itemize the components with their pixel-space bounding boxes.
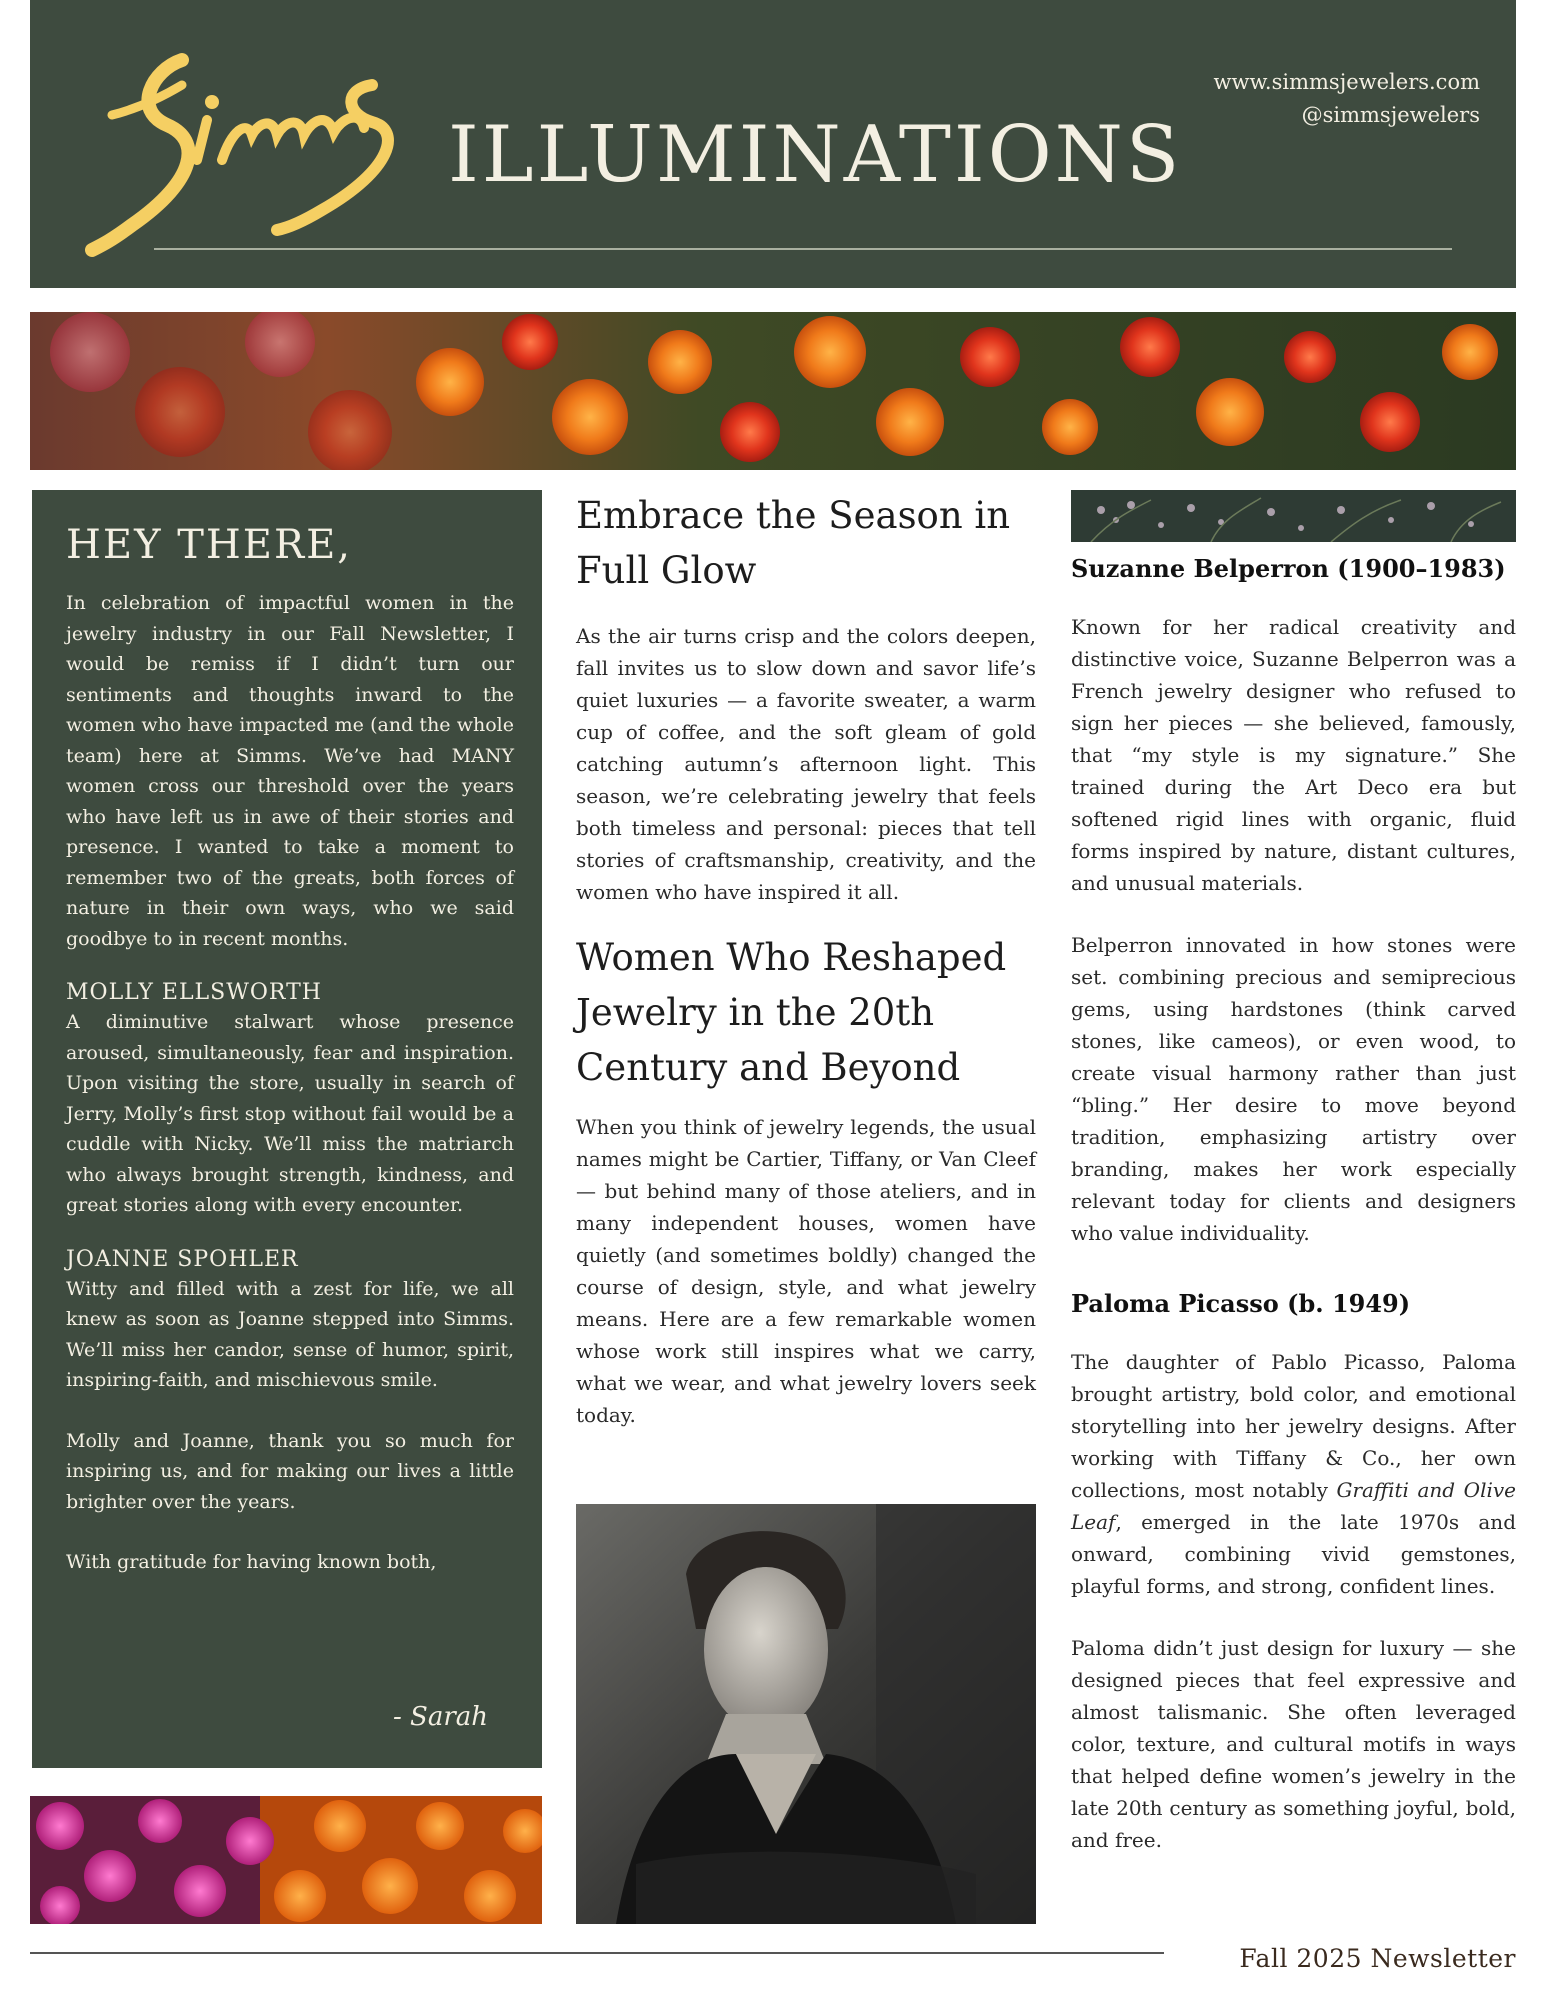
picasso-paragraph-2: Paloma didn’t just design for luxury — she designed pieces that feel expressive and almost talismanic. She often leveraged color, texture, and cultural motifs in ways that helped define women’s jewelry in the late 20th century as something joyful, bold, and free.	[1071, 1636, 1516, 1852]
picasso-collections: Graffiti and Olive Leaf	[1071, 1478, 1517, 1534]
logo-text: Simms	[72, 40, 76, 41]
botanical-strip-image	[1071, 490, 1516, 542]
flower-footer-image	[30, 1796, 542, 1924]
women-heading: Women Who Reshaped Jewelry in the 20th Century and Beyond	[576, 936, 1007, 1089]
belperron-paragraph-1: Known for her radical creativity and distinctive voice, Suzanne Belperron was a French jewelry designer who refused to sign her pieces — she believed, famously, that “my style is my signature.” She trained during the Art Deco era but softened rigid lines with organic, fluid forms inspired by nature, distant cultures, and unusual materials.	[1071, 615, 1516, 895]
portrait-photo	[576, 1504, 1036, 1924]
women-paragraph: When you think of jewelry legends, the usual names might be Cartier, Tiffany, or Van Cleef — but behind many of those ateliers, and in many independent houses, women have quietly (and sometimes boldly) changed the course of design, style, and what jewelry means. Here are a few remarkable women whose work still inspires what we carry, what we wear, and what jewelry lovers seek today.	[576, 1115, 1036, 1427]
flower-banner-image	[30, 312, 1516, 470]
newsletter-title: ILLUMINATIONS	[448, 110, 1183, 200]
website-link[interactable]: www.simmsjewelers.com	[1213, 70, 1480, 94]
right-column	[1071, 490, 1516, 1856]
footer-divider	[30, 1952, 1164, 1954]
middle-column	[576, 488, 1036, 1431]
season-heading: Embrace the Season in Full Glow	[576, 494, 1011, 592]
molly-paragraph: A diminutive stalwart whose presence aroused, simultaneously, fear and inspiration. Upon visiting the store, usually in search of Jerry, Molly’s first stop without fail would be a cuddle with Nicky. We’ll miss the matriarch who always brought strength, kindness, and great stories along with every encounter.	[66, 1011, 514, 1216]
belperron-paragraph-2: Belperron innovated in how stones were set. combining precious and semiprecious gems, using hardstones (think carved stones, like cameos), or even wood, to create visual harmony rather than just “bling.” Her desire to move beyond tradition, emphasizing artistry over branding, makes her work especially relevant today for clients and designers who value individuality.	[1071, 933, 1516, 1245]
edition-label: Fall 2025 Newsletter	[1239, 1944, 1516, 1973]
header-divider	[154, 248, 1452, 250]
social-handle[interactable]: @simmsjewelers	[1301, 103, 1480, 127]
masthead-header	[30, 0, 1516, 288]
thanks-paragraph: Molly and Joanne, thank you so much for inspiring us, and for making our lives a little brighter over the years.	[66, 1429, 514, 1513]
sidebar-letter	[32, 490, 542, 1768]
joanne-paragraph: Witty and filled with a zest for life, we all knew as soon as Joanne stepped into Simms. We’ll miss her candor, sense of humor, spirit, inspiring-faith, and mischievous smile.	[66, 1277, 514, 1391]
belperron-heading: Suzanne Belperron (1900–1983)	[1071, 554, 1506, 583]
closing-line: With gratitude for having known both,	[66, 1551, 437, 1573]
greeting-heading: HEY THERE,	[66, 522, 352, 568]
contact-block	[1214, 66, 1481, 132]
picasso-heading: Paloma Picasso (b. 1949)	[1071, 1289, 1411, 1318]
picasso-paragraph-1	[1071, 1346, 1516, 1602]
joanne-heading: JOANNE SPOHLER	[66, 1246, 299, 1272]
picasso-text-b: , emerged in the late 1970s and onward, combining vivid gemstones, playful forms, and strong, confident lines.	[1071, 1510, 1516, 1598]
simms-logo	[72, 40, 492, 270]
picasso-text-a: The daughter of Pablo Picasso, Paloma brought artistry, bold color, and emotional storytelling into her jewelry designs. After working with Tiffany & Co., her own collections, most notably	[1071, 1350, 1516, 1502]
signature: - Sarah	[392, 1702, 488, 1732]
molly-heading: MOLLY ELLSWORTH	[66, 980, 322, 1005]
season-paragraph: As the air turns crisp and the colors deepen, fall invites us to slow down and savor life’s quiet luxuries — a favorite sweater, a warm cup of coffee, and the soft gleam of gold catching autumn’s afternoon light. This season, we’re celebrating jewelry that feels both timeless and personal: pieces that tell stories of craftsmanship, creativity, and the women who have inspired it all.	[576, 624, 1036, 904]
intro-paragraph: In celebration of impactful women in the jewelry industry in our Fall Newsletter, I would be remiss if I didn’t turn our sentiments and thoughts inward to the women who have impacted me (and the whole team) here at Simms. We’ve had MANY women cross our threshold over the years who have left us in awe of their stories and presence. I wanted to take a moment to remember two of the greats, both forces of nature in their own ways, who we said goodbye to in recent months.	[66, 592, 514, 950]
